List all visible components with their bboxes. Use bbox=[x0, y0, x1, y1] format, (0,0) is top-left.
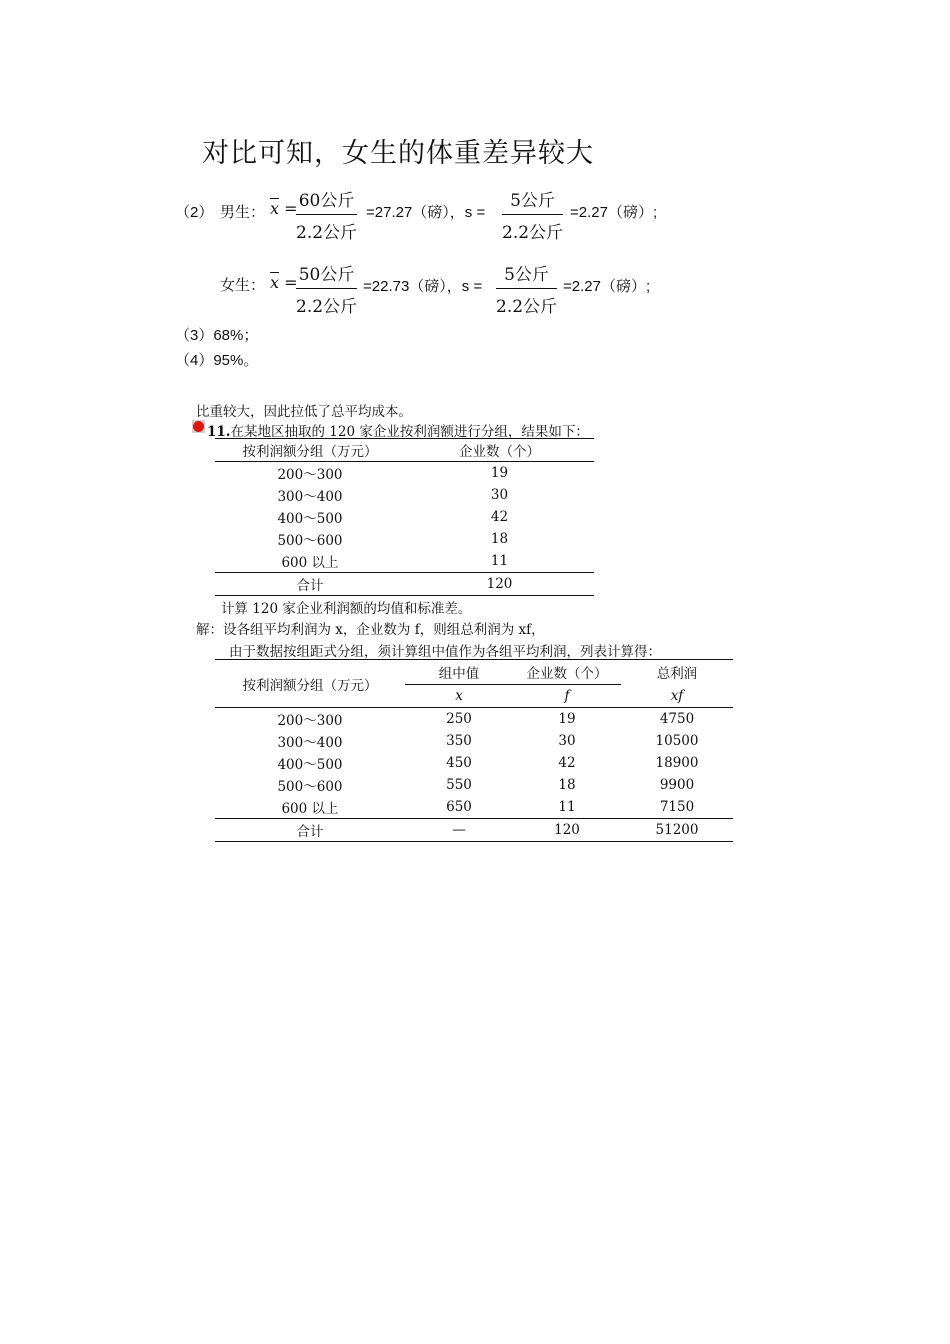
previous-answer-line: 比重较大，因此拉低了总平均成本。 bbox=[196, 404, 412, 420]
female-mean-fraction bbox=[296, 260, 357, 317]
part4-answer: （4）95%。 bbox=[175, 352, 259, 369]
table-cell: 300～400 bbox=[277, 735, 343, 751]
table-cell: 30 bbox=[490, 487, 509, 503]
table-cell: 51200 bbox=[621, 819, 733, 842]
table-cell: 120 bbox=[405, 573, 594, 596]
table-row bbox=[215, 484, 594, 506]
question-11 bbox=[207, 420, 589, 440]
table-total-row bbox=[215, 819, 733, 842]
table-row bbox=[215, 506, 594, 528]
table-cell: 合计 bbox=[215, 573, 405, 596]
table-grouped-frequency bbox=[215, 438, 594, 596]
table-cell: 7150 bbox=[659, 799, 695, 815]
male-label: 男生： bbox=[220, 203, 266, 221]
table-cell: 4750 bbox=[659, 711, 695, 727]
table-cell: 42 bbox=[490, 509, 509, 525]
table-cell: 120 bbox=[513, 819, 621, 842]
male-mean-result: =27.27（磅），s = bbox=[366, 204, 486, 221]
table-cell: 9900 bbox=[659, 777, 695, 793]
table-cell: 500～600 bbox=[277, 533, 343, 549]
table-cell: 600 以上 bbox=[281, 801, 339, 817]
female-sd-result: =2.27（磅）; bbox=[563, 278, 651, 295]
male-mean-denominator: 2.2公斤 bbox=[296, 223, 358, 243]
male-sd-denominator: 2.2公斤 bbox=[502, 223, 564, 243]
female-mean-result: =22.73（磅），s = bbox=[363, 278, 483, 295]
table-cell: 合计 bbox=[215, 819, 405, 842]
female-label: 女生： bbox=[220, 276, 266, 294]
question-ask: 计算 120 家企业利润额的均值和标准差。 bbox=[221, 601, 472, 617]
female-mean-numerator: 50公斤 bbox=[296, 260, 357, 289]
table-row bbox=[215, 462, 594, 485]
table-row bbox=[215, 730, 733, 752]
male-mean-symbol: $\overline{x}$ = bbox=[270, 199, 298, 218]
table-header-cell: 按利润额分组（万元） bbox=[215, 660, 405, 708]
table-header-cell: 企业数（个） bbox=[405, 439, 594, 462]
table-header-cell: 总利润 bbox=[656, 666, 698, 683]
female-sd-numerator: 5公斤 bbox=[496, 260, 557, 289]
female-mean-symbol: $\overline{x}$ = bbox=[270, 273, 298, 292]
female-sd-denominator: 2.2公斤 bbox=[496, 297, 558, 317]
part3-answer: （3）68%； bbox=[175, 327, 259, 344]
solution-line-1: 解：设各组平均利润为 x，企业数为 f，则组总利润为 xf， bbox=[196, 622, 545, 638]
table-header-row bbox=[215, 660, 733, 685]
table-cell: — bbox=[405, 819, 513, 842]
table-cell: 11 bbox=[558, 799, 576, 815]
male-sd-result: =2.27（磅）; bbox=[570, 204, 658, 221]
table-row bbox=[215, 550, 594, 573]
table-row bbox=[215, 774, 733, 796]
table-cell: 11 bbox=[490, 553, 509, 569]
table-cell: 10500 bbox=[655, 733, 699, 749]
table-header-symbol: x bbox=[405, 685, 513, 708]
table-header-cell: 企业数（个） bbox=[513, 660, 621, 685]
table-cell: 450 bbox=[446, 755, 472, 771]
solution-line-2: 由于数据按组距式分组，须计算组中值作为各组平均利润，列表计算得： bbox=[229, 644, 661, 660]
table-row bbox=[215, 528, 594, 550]
conclusion-text: 对比可知，女生的体重差异较大 bbox=[202, 138, 594, 169]
table-cell: 500～600 bbox=[277, 779, 343, 795]
table-cell: 650 bbox=[446, 799, 472, 815]
table-total-row bbox=[215, 573, 594, 596]
male-mean-fraction bbox=[296, 186, 357, 243]
table-cell: 250 bbox=[446, 711, 472, 727]
table-cell: 30 bbox=[558, 733, 576, 749]
part2-label: （2） bbox=[175, 204, 214, 221]
table-header-cell: 按利润额分组（万元） bbox=[215, 439, 405, 462]
table-cell: 400～500 bbox=[277, 757, 343, 773]
male-mean-numerator: 60公斤 bbox=[296, 186, 357, 215]
male-sd-fraction bbox=[502, 186, 563, 243]
red-bullet-icon bbox=[192, 420, 205, 433]
table-cell: 350 bbox=[446, 733, 472, 749]
table-row bbox=[215, 708, 733, 731]
table-row bbox=[215, 752, 733, 774]
female-sd-fraction bbox=[496, 260, 557, 317]
female-mean-denominator: 2.2公斤 bbox=[296, 297, 358, 317]
table-cell: 400～500 bbox=[277, 511, 343, 527]
table-calculation bbox=[215, 659, 733, 842]
table-cell: 200～300 bbox=[277, 713, 343, 729]
table-header-row bbox=[215, 439, 594, 462]
table-cell: 600 以上 bbox=[281, 555, 339, 571]
table-cell: 550 bbox=[446, 777, 472, 793]
male-sd-numerator: 5公斤 bbox=[502, 186, 563, 215]
table-header-cell: 组中值 bbox=[405, 660, 513, 685]
table-row bbox=[215, 796, 733, 819]
table-cell: 200～300 bbox=[277, 467, 343, 483]
table-cell: 300～400 bbox=[277, 489, 343, 505]
table-header-symbol: f bbox=[513, 685, 621, 708]
table-cell: 18900 bbox=[655, 755, 699, 771]
question-text: 在某地区抽取的 120 家企业按利润额进行分组，结果如下： bbox=[230, 424, 589, 440]
question-number: 11. bbox=[207, 424, 231, 440]
table-cell: 42 bbox=[558, 755, 576, 771]
table-cell: 18 bbox=[558, 777, 576, 793]
table-cell: 19 bbox=[558, 711, 576, 727]
table-cell: 19 bbox=[490, 465, 509, 481]
table-header-symbol: xf bbox=[621, 685, 733, 708]
table-cell: 18 bbox=[490, 531, 509, 547]
